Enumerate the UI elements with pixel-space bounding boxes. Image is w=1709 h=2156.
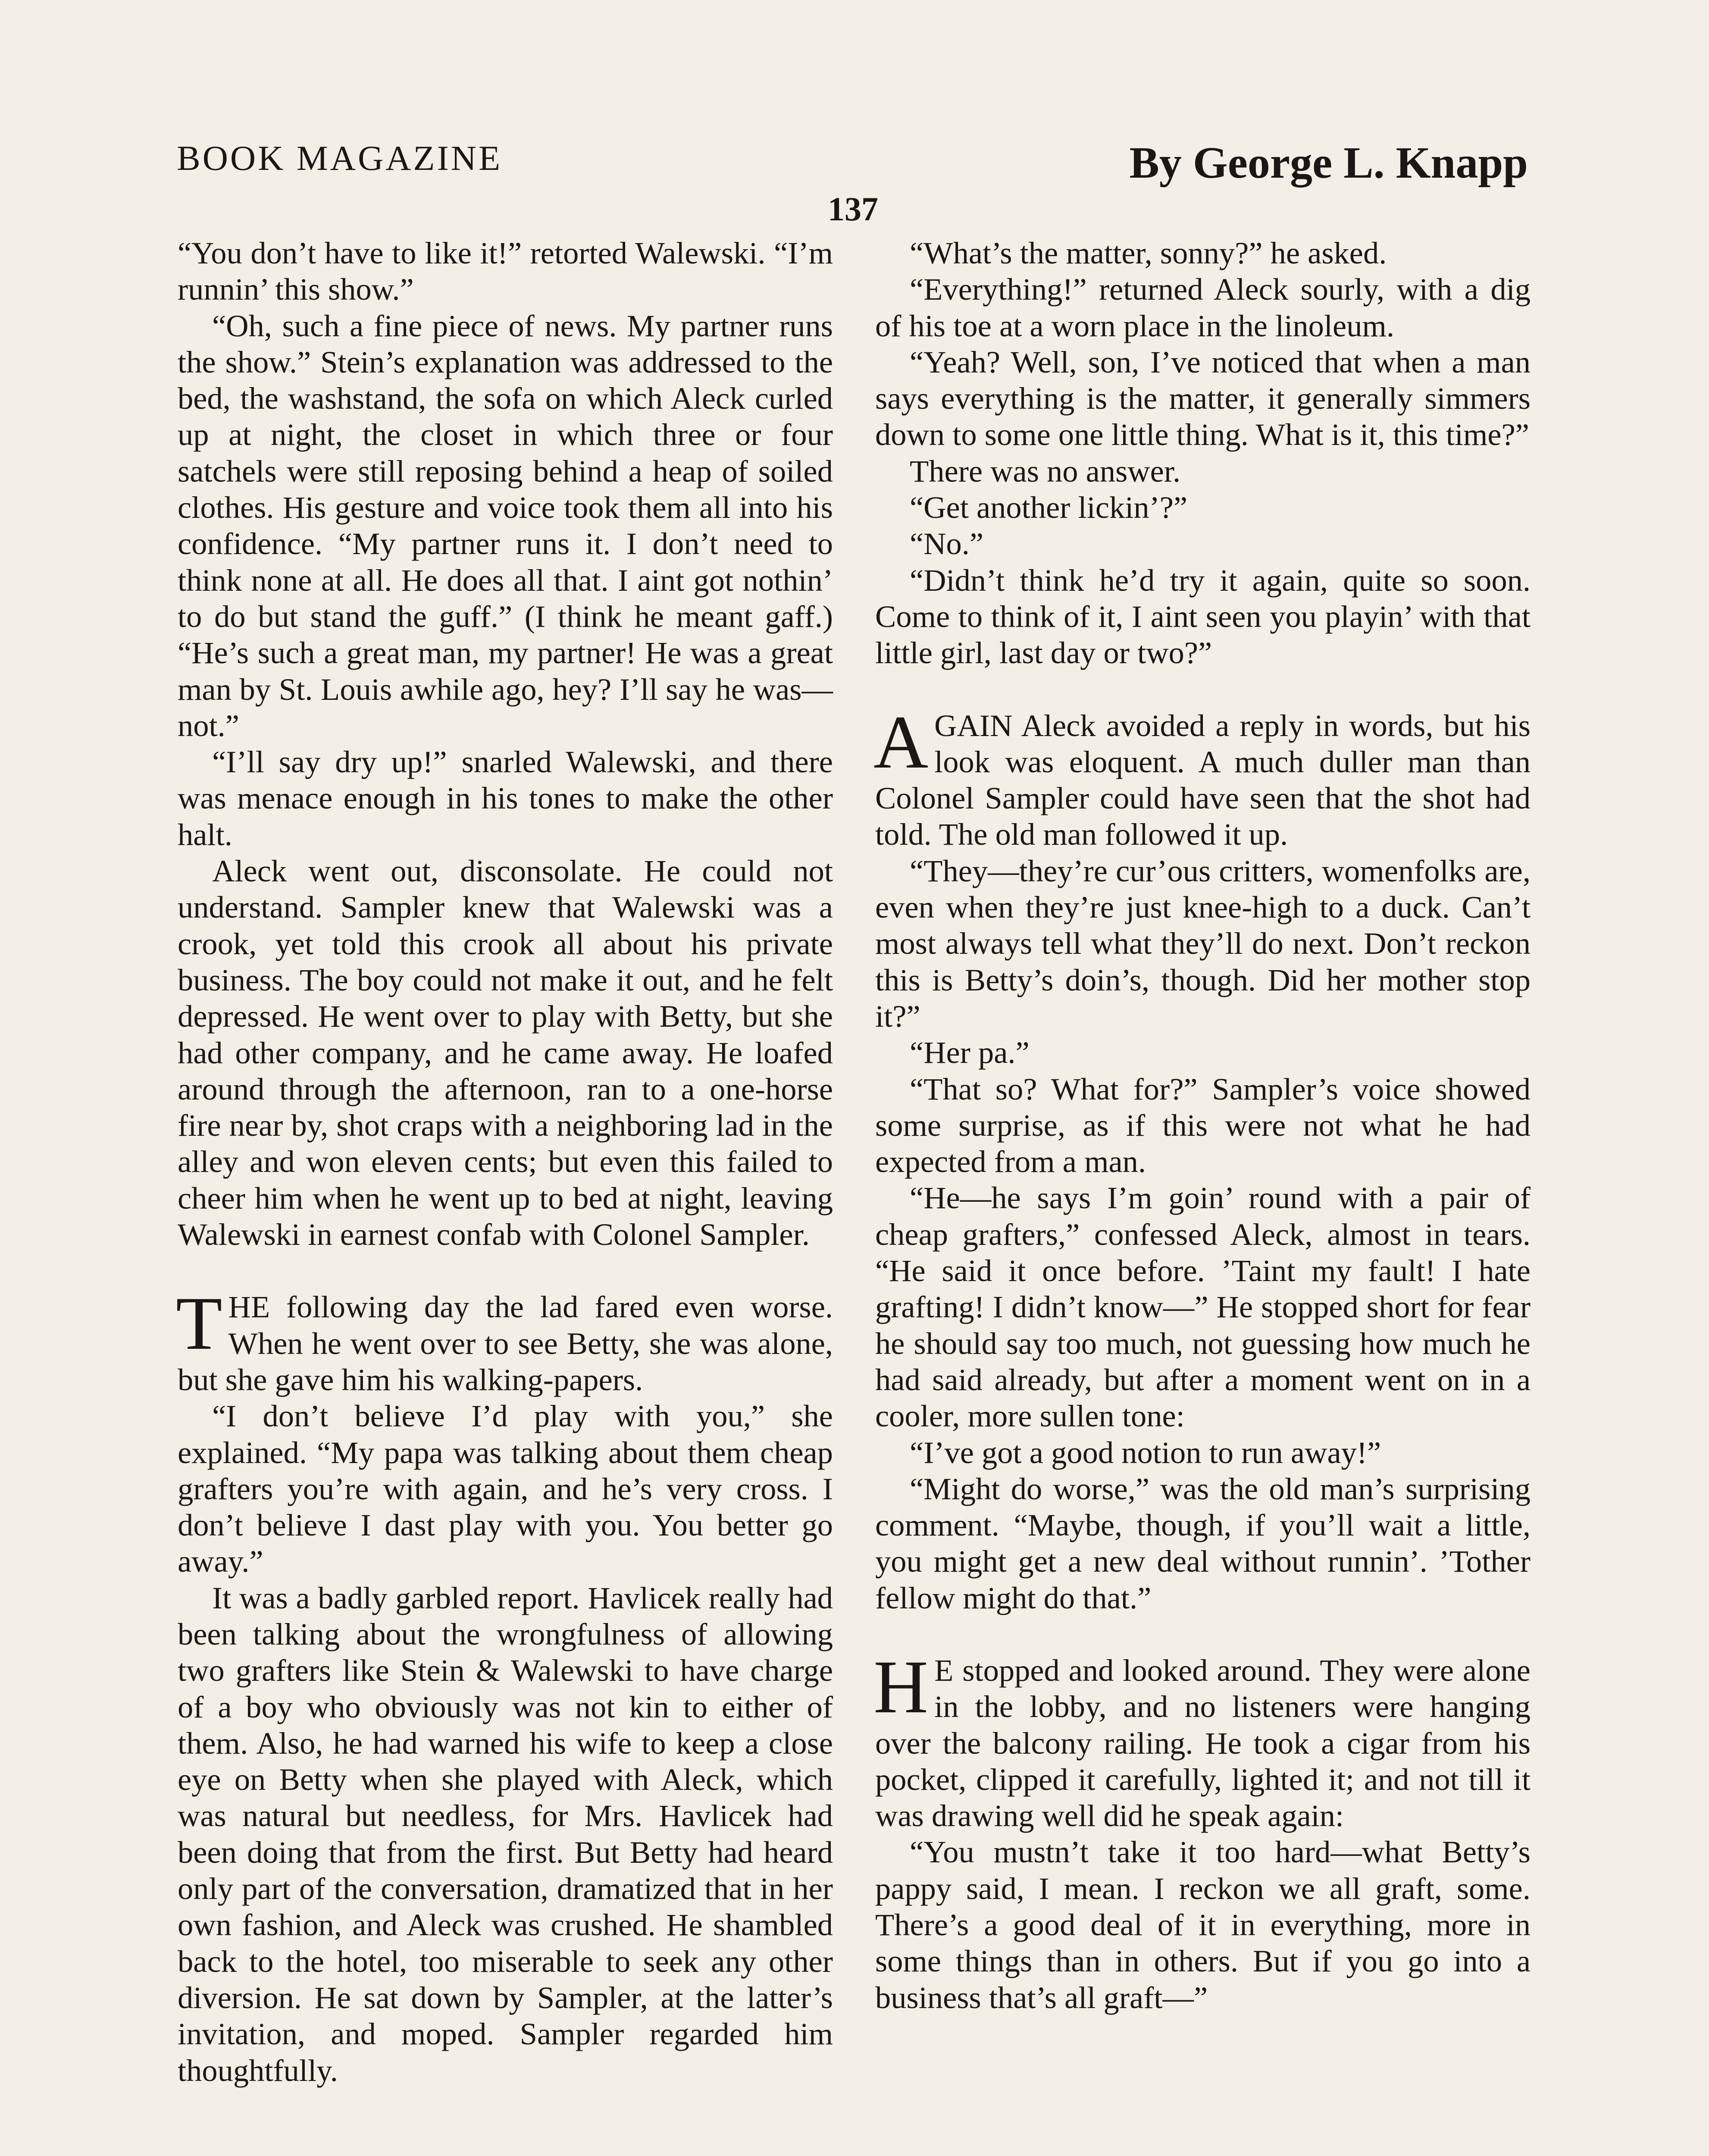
left-column (178, 235, 833, 2089)
section-opening-text: E stopped and looked around. They were alone in the lobby, and no listeners were hanging over the balcony railing. He took a cigar from his pocket, clipped it carefully, lighted it; and not till it was drawing well did he speak again: (875, 1652, 1531, 1833)
right-column (875, 235, 1531, 2016)
section-opening-text: HE following day the lad fared even worse. When he went over to see Betty, she was alone, but she gave him his walking-papers. (178, 1289, 833, 1397)
drop-cap: A (873, 700, 929, 784)
paragraph: “No.” (910, 526, 984, 561)
paragraph: “Everything!” returned Aleck sourly, with a dig of his toe at a worn place in the linoleum. (875, 272, 1531, 343)
drop-cap: T (176, 1282, 222, 1366)
paragraph: “You don’t have to like it!” retorted Walewski. “I’m runnin’ this show.” (178, 235, 833, 307)
paragraph: “Didn’t think he’d try it again, quite so soon. Come to think of it, I aint seen you playin’ with that little girl, last day or two?” (875, 562, 1531, 671)
running-head-magazine: BOOK MAGAZINE (177, 138, 503, 178)
paragraph: There was no answer. (910, 453, 1181, 489)
section-opening-text: GAIN Aleck avoided a reply in words, but his look was eloquent. A much duller man than Colonel Sampler could have seen that the shot had told. The old man followed it up. (875, 708, 1531, 852)
section-opening (873, 1645, 1531, 1834)
section-opening (873, 700, 1531, 853)
drop-cap: H (873, 1645, 929, 1729)
page-number: 137 (828, 190, 878, 228)
paragraph: “You mustn’t take it too hard—what Betty’s pappy said, I mean. I reckon we all graft, some. There’s a good deal of it in everything, more in some things than in others. But if you go into a business that’s all graft—” (875, 1834, 1531, 2015)
paragraph: “I’ll say dry up!” snarled Walewski, and there was menace enough in his tones to make the other halt. (178, 744, 833, 852)
paragraph: “I’ve got a good notion to run away!” (910, 1435, 1381, 1470)
paragraph: “Might do worse,” was the old man’s surprising comment. “Maybe, though, if you’ll wait a little, you might get a new deal without runnin’. ’Tother fellow might do that.” (875, 1471, 1531, 1615)
paragraph: “Get another lickin’?” (910, 490, 1188, 525)
paragraph: It was a badly garbled report. Havlicek really had been talking about the wrongfulness of allowing two grafters like Stein & Walewski to have charge of a boy who obviously was not kin to either of them. Also, he had warned his wife to keep a close eye on Betty when she played with Aleck, which was natural but needless, for Mrs. Havlicek had been doing that from the first. But Betty had heard only part of the conversation, dramatized that in her own fashion, and Aleck was crushed. He shambled back to the hotel, too miserable to seek any other diversion. He sat down by Sampler, at the latter’s invitation, and moped. Sampler regarded him thoughtfully. (178, 1580, 833, 2088)
paragraph: “That so? What for?” Sampler’s voice showed some surprise, as if this were not what he had expected from a man. (875, 1071, 1531, 1179)
paragraph: “Her pa.” (910, 1035, 1030, 1070)
paragraph: “He—he says I’m goin’ round with a pair of cheap grafters,” confessed Aleck, almost in tears. “He said it once before. ’Taint my fault! I hate grafting! I didn’t know—” He stopped short for fear he should say too much, not guessing how much he had said already, but after a moment went on in a cooler, more sullen tone: (875, 1180, 1531, 1434)
paragraph: Aleck went out, disconsolate. He could not understand. Sampler knew that Walewski was a crook, yet told this crook all about his private business. The boy could not make it out, and he felt depressed. He went over to play with Betty, but she had other company, and he came away. He loafed around through the afternoon, ran to a one-horse fire near by, shot craps with a neighboring lad in the alley and won eleven cents; but even this failed to cheer him when he went up to bed at night, leaving Walewski in earnest confab with Colonel Sampler. (178, 853, 833, 1252)
paragraph: “I don’t believe I’d play with you,” she explained. “My papa was talking about them cheap grafters you’re with again, and he’s very cross. I don’t believe I dast play with you. You better go away.” (178, 1398, 833, 1579)
paragraph: “Oh, such a fine piece of news. My partner runs the show.” Stein’s explanation was addressed to the bed, the washstand, the sofa on which Aleck curled up at night, the closet in which three or four satchels were still reposing behind a heap of soiled clothes. His gesture and voice took them all into his confidence. “My partner runs it. I don’t need to think none at all. He does all that. I aint got nothin’ to do but stand the guff.” (I think he meant gaff.) “He’s such a great man, my partner! He was a great man by St. Louis awhile ago, hey? I’ll say he was—not.” (178, 308, 833, 743)
running-head-author: By George L. Knapp (1129, 138, 1528, 188)
paragraph: “They—they’re cur’ous critters, womenfolks are, even when they’re just knee-high to a duck. Can’t most always tell what they’ll do next. Don’t reckon this is Betty’s doin’s, though. Did her mother stop it?” (875, 853, 1531, 1034)
paragraph: “What’s the matter, sonny?” he asked. (910, 235, 1387, 270)
section-opening (176, 1282, 833, 1398)
paragraph: “Yeah? Well, son, I’ve noticed that when a man says everything is the matter, it generally simmers down to some one little thing. What is it, this time?” (875, 344, 1531, 452)
